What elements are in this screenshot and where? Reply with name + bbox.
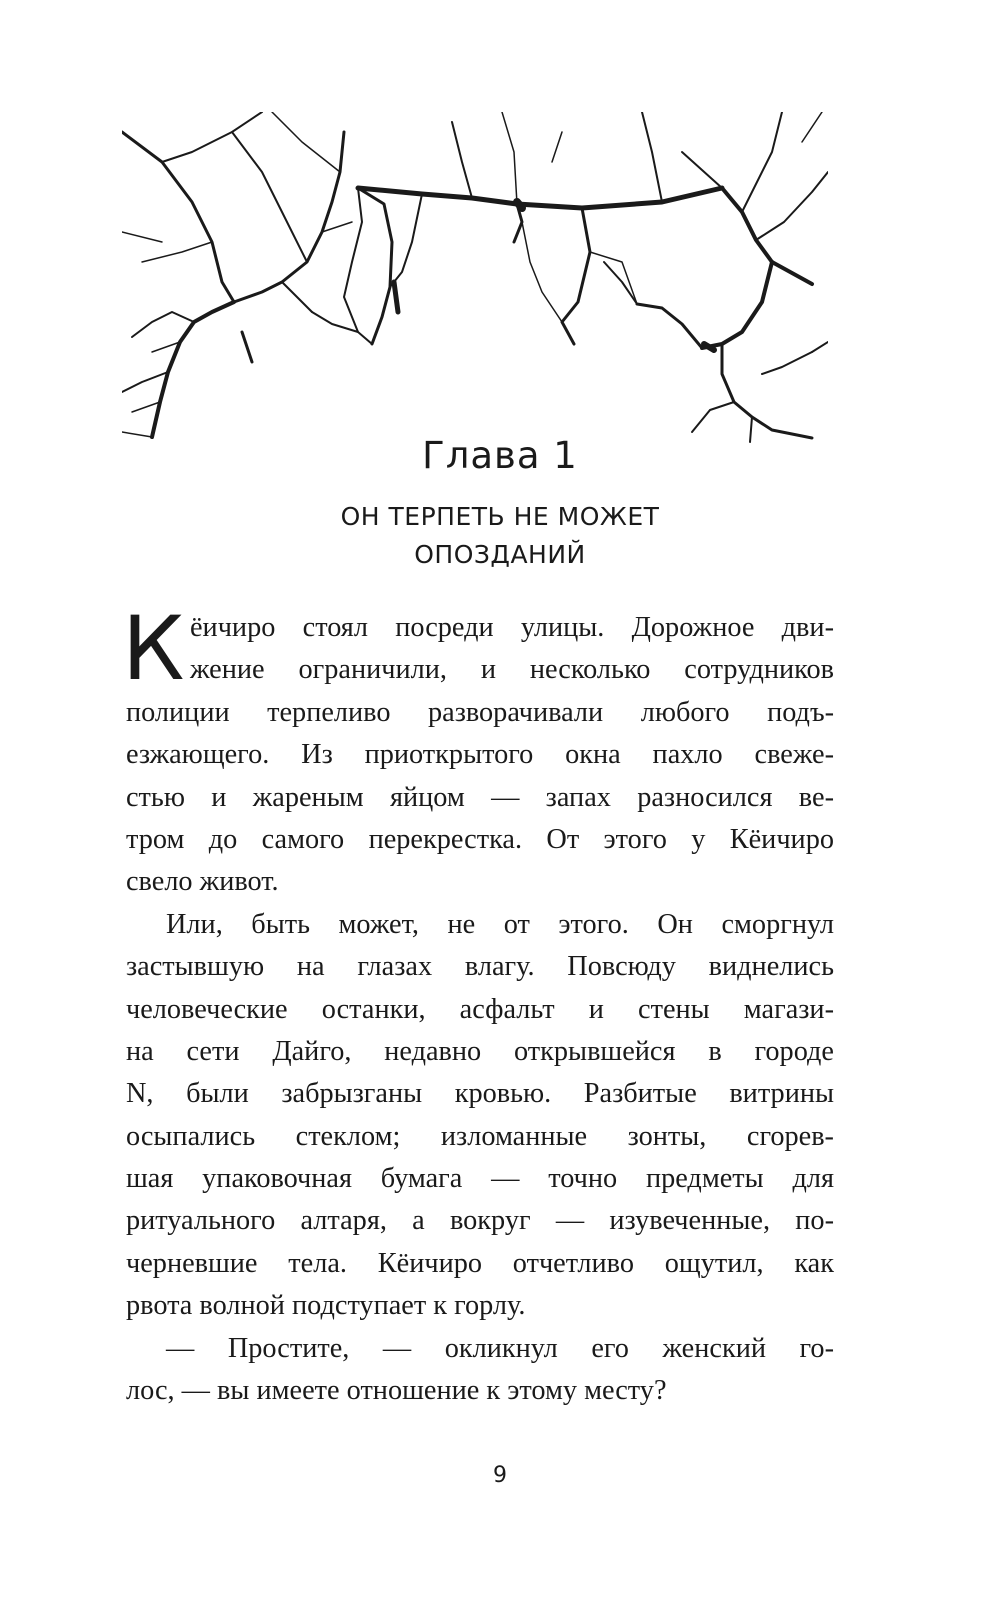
text-line: осыпались стеклом; изломанные зонты, сгорев-	[126, 1120, 834, 1152]
text-line: стью и жареным яйцом — запах разносился ве-	[126, 781, 834, 813]
text-line: черневшие тела. Кёичиро отчетливо ощутил, как	[126, 1247, 834, 1279]
text-line: — Простите, — окликнул его женский го-	[166, 1332, 834, 1364]
chapter-subtitle	[0, 498, 1000, 574]
drop-cap: К	[122, 597, 185, 700]
text-line: ритуального алтаря, а вокруг — изувеченные, по-	[126, 1205, 834, 1237]
text-line: езжающего. Из приоткрытого окна пахло свеже-	[126, 739, 834, 771]
text-line: на сети Дайго, недавно открывшейся в городе	[126, 1035, 834, 1067]
text-line: рвота волной подступает к горлу.	[126, 1290, 526, 1322]
chapter-title: Глава 1	[422, 434, 578, 477]
text-line: свело живот.	[126, 866, 279, 898]
text-line: полиции терпеливо разворачивали любого подъ-	[126, 696, 834, 728]
chapter-subtitle-line: ОПОЗДАНИЙ	[414, 540, 586, 569]
text-line: ёичиро стоял посреди улицы. Дорожное дви-	[190, 612, 834, 643]
text-line: N, были забрызганы кровью. Разбитые витрины	[126, 1078, 834, 1110]
text-line: человеческие останки, асфальт и стены магази-	[126, 993, 834, 1025]
page-number: 9	[493, 1463, 507, 1488]
text-line: Или, быть может, не от этого. Он сморгнул	[166, 908, 834, 940]
text-line: лос, — вы имеете отношение к этому месту?	[126, 1375, 667, 1407]
text-line: шая упаковочная бумага — точно предметы для	[126, 1163, 834, 1195]
text-line: жение ограничили, и несколько сотрудников	[190, 654, 834, 686]
cracked-glass-illustration	[122, 112, 828, 462]
body-text	[122, 597, 834, 1412]
chapter-subtitle-line: ОН ТЕРПЕТЬ НЕ МОЖЕТ	[340, 502, 660, 531]
text-line: застывшую на глазах влагу. Повсюду виднелись	[126, 951, 834, 983]
text-line: тром до самого перекрестка. От этого у Кёичиро	[126, 823, 834, 855]
